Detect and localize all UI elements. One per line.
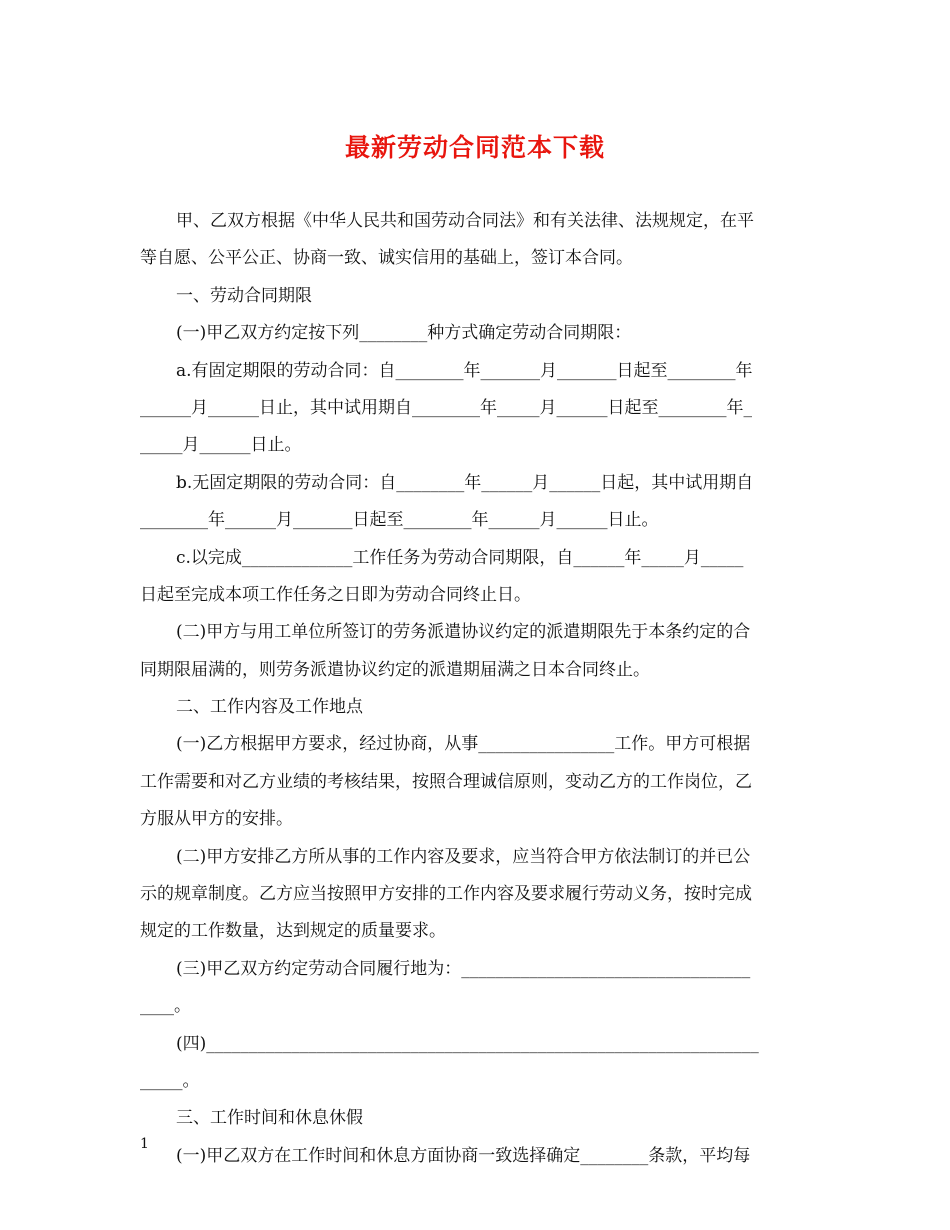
paragraph-line: ________年______月_______日起至________年______月______日止。 [140, 510, 659, 531]
paragraph-line: _____月______日止。 [140, 435, 302, 456]
paragraph-line: a.有固定期限的劳动合同：自________年_______月_______日起至________年 [176, 360, 753, 381]
paragraph-line: 方服从甲方的安排。 [140, 809, 293, 830]
paragraph-line: b.无固定期限的劳动合同：自________年______月______日起，其中试用期自 [176, 472, 754, 493]
paragraph-line: ____。 [140, 996, 191, 1017]
section-heading: 一、劳动合同期限 [176, 285, 312, 306]
paragraph-line: (二)甲方安排乙方所从事的工作内容及要求，应当符合甲方依法制订的并已公 [176, 846, 751, 867]
paragraph-line: 示的规章制度。乙方应当按照甲方安排的工作内容及要求履行劳动义务，按时完成 [140, 884, 752, 905]
paragraph-line: 同期限届满的，则劳务派遣协议约定的派遣期届满之日本合同终止。 [140, 659, 650, 680]
paragraph-line: (三)甲乙双方约定劳动合同履行地为：__________________________________ [176, 958, 751, 979]
paragraph-line: (一)甲乙双方约定按下列________种方式确定劳动合同期限： [176, 323, 632, 344]
paragraph-line: 规定的工作数量，达到规定的质量要求。 [140, 921, 446, 942]
paragraph-line: c.以完成_____________工作任务为劳动合同期限，自______年_____月_____ [176, 547, 744, 568]
section-heading: 二、工作内容及工作地点 [176, 697, 363, 718]
paragraph-line: (一)甲乙双方在工作时间和休息方面协商一致选择确定________条款，平均每 [176, 1145, 751, 1166]
paragraph-line: 日起至完成本项工作任务之日即为劳动合同终止日。 [140, 584, 531, 605]
paragraph-line: 等自愿、公平公正、协商一致、诚实信用的基础上，签订本合同。 [140, 248, 633, 269]
paragraph-line: _____。 [140, 1070, 200, 1091]
paragraph-line: 甲、乙双方根据《中华人民共和国劳动合同法》和有关法律、法规规定，在平 [176, 211, 754, 231]
section-heading: 三、工作时间和休息休假 [176, 1108, 363, 1129]
paragraph-line: ______月______日止，其中试用期自________年_____月______日起至________年_ [140, 397, 752, 418]
document-body [140, 203, 812, 1175]
paragraph-line: (一)乙方根据甲方要求，经过协商，从事________________工作。甲方可根据 [176, 734, 751, 755]
page-number: 1 [140, 1136, 149, 1152]
paragraph-line: (二)甲方与用工单位所签订的劳务派遣协议约定的派遣期限先于本条约定的合 [176, 622, 751, 643]
paragraph-line: 工作需要和对乙方业绩的考核结果，按照合理诚信原则，变动乙方的工作岗位，乙 [140, 771, 752, 792]
document-title: 最新劳动合同范本下载 [344, 133, 605, 162]
paragraph-line: (四)_________________________________________________________________ [176, 1033, 759, 1054]
